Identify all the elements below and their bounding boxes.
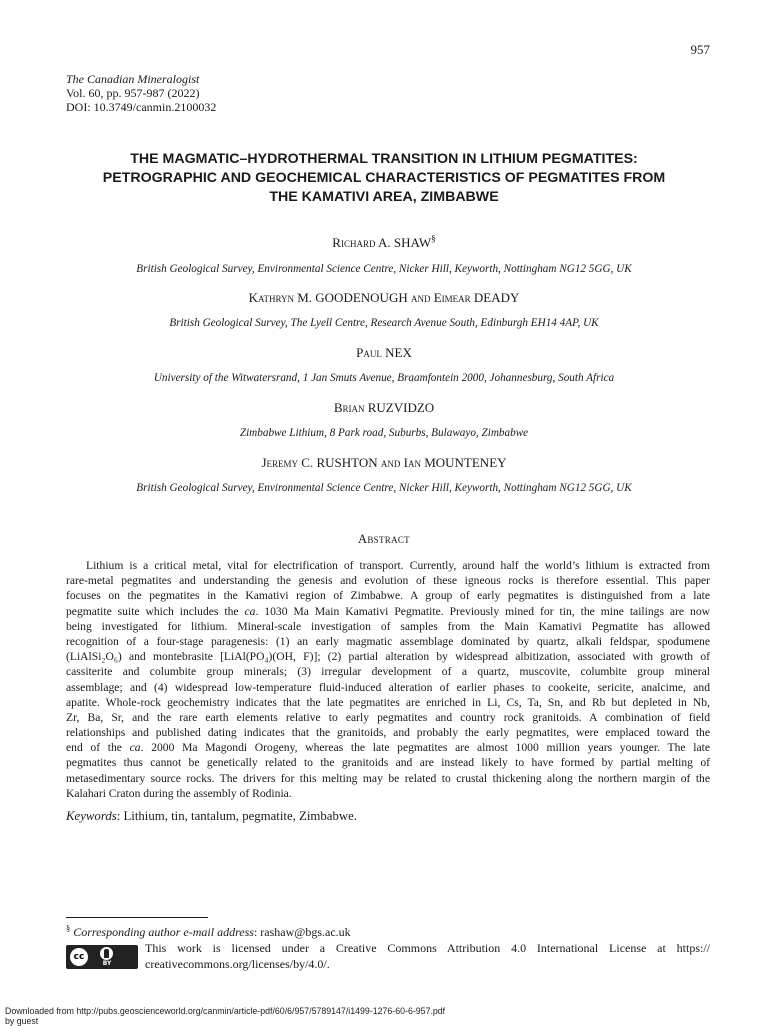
abstract-line: apatite. Whole-rock geochemistry indicates that the late pegmatites are enriched in Li, Cs, Ta, Sn, and Rb but depleted in Nb, — [66, 695, 710, 709]
keywords — [66, 809, 357, 824]
abstract-line: relationships and published dating indicates that the granitoids, and probably the early pegmatites, were emplaced toward the — [66, 726, 710, 740]
author-first-name: Brian — [333, 400, 365, 415]
author-affiliation: British Geological Survey, Environmental Science Centre, Nicker Hill, Keyworth, Nottingham NG12 5GG, UK — [136, 263, 632, 275]
journal-volume: Vol. 60, pp. 957-987 (2022) — [66, 86, 200, 100]
footnote-label: Corresponding author e-mail address — [73, 925, 254, 939]
abstract-line: Lithium is a critical metal, vital for electrification of transport. Currently, around half the world’s lithium is extracted from — [86, 559, 710, 572]
page-number: 957 — [690, 42, 710, 57]
author-last-name: NEX — [385, 345, 412, 360]
author-affiliation: Zimbabwe Lithium, 8 Park road, Suburbs, Bulawayo, Zimbabwe — [239, 427, 529, 439]
abstract-line: (LiAlSi₂O₆) and montebrasite [LiAl(PO₄)(OH, F)]; (2) partial alteration by widespread albitization, associated with growth of — [66, 650, 710, 664]
abstract-heading: Abstract — [358, 532, 410, 546]
license-text — [145, 941, 710, 972]
download-guest: by guest — [5, 1016, 39, 1026]
author-line — [0, 235, 768, 251]
abstract-body — [66, 558, 710, 801]
title-line: THE KAMATIVI AREA, ZIMBABWE — [269, 189, 499, 205]
abstract-line: pegmatites thus cannot be genetically related to the granitoids and are instead likely to have formed by partial melting of — [66, 756, 710, 770]
license-line: This work is licensed under a Creative Commons Attribution 4.0 International License at https:// — [145, 941, 710, 955]
abstract-line: metasedimentary source rocks. The drivers for this melting may be related to crustal thickening along the northern margin of the — [66, 771, 710, 785]
journal-doi: DOI: 10.3749/canmin.2100032 — [66, 100, 217, 114]
author-conjunction: and — [407, 290, 434, 305]
author-affiliation: University of the Witwatersrand, 1 Jan Smuts Avenue, Braamfontein 2000, Johannesburg, South Africa — [153, 372, 615, 384]
author-last-name: RUSHTON — [316, 455, 378, 470]
attribution-person-icon — [100, 947, 113, 960]
footnote — [66, 925, 351, 940]
abstract-line: assemblage; and (4) widespread low-temperature fluid-induced alteration of earlier phases to cookeite, sericite, analcime, and — [66, 680, 710, 694]
footnote-email: : rashaw@bgs.ac.uk — [253, 925, 351, 939]
author-conjunction: and — [377, 455, 404, 470]
download-notice — [5, 1006, 445, 1026]
author-line — [0, 290, 768, 306]
author-line — [0, 345, 768, 361]
journal-name: The Canadian Mineralogist — [66, 72, 200, 86]
abstract-line: rare-metal pegmatites and understanding the genesis and evolution of these igneous rocks is therefore essential. This paper — [66, 574, 710, 588]
abstract-line: Zr, Ba, Sr, and the rare earth elements relative to early pegmatites and country rock granitoids. A combination of field — [66, 710, 710, 724]
author-last-name: GOODENOUGH — [315, 290, 408, 305]
footnote-rule — [66, 917, 208, 918]
abstract-line: recognition of a four-stage paragenesis: (1) an early magmatic assemblage dominated by quartz, alkali feldspar, spodumene — [66, 634, 710, 648]
author-first-name: Ian — [403, 455, 421, 470]
author-last-name: SHAW — [393, 235, 432, 250]
author-line — [0, 455, 768, 471]
author-last-name: RUZVIDZO — [367, 400, 435, 415]
author-first-name: Kathryn — [248, 290, 294, 305]
author-initial: A. — [375, 235, 394, 250]
abstract-line: Kalahari Craton during the assembly of Rodinia. — [66, 786, 292, 800]
keywords-label: Keywords — [66, 809, 117, 823]
author-first-name: Eimear — [433, 290, 471, 305]
abstract-line: end of the ca. 2000 Ma Magondi Orogeny, whereas the late pegmatites are almost 1000 million years younger. The late — [66, 741, 710, 755]
abstract-line: being investigated for lithium. Mineral-scale investigation of samples from the Main Kamativi Pegmatite has allowed — [66, 619, 710, 633]
author-last-name: MOUNTENEY — [424, 455, 507, 470]
title-line: THE MAGMATIC–HYDROTHERMAL TRANSITION IN LITHIUM PEGMATITES: — [130, 151, 638, 167]
license-line: creativecommons.org/licenses/by/4.0/. — [145, 956, 330, 971]
footnote-mark: § — [66, 924, 71, 933]
cc-license-badge — [66, 945, 138, 969]
journal-header — [66, 72, 216, 114]
corresponding-mark: § — [431, 233, 436, 244]
title-line: PETROGRAPHIC AND GEOCHEMICAL CHARACTERISTICS OF PEGMATITES FROM — [102, 170, 666, 186]
abstract-line: cassiterite and columbite group minerals; (3) irregular development of a quartz, muscovite, columbite group mineral — [66, 665, 710, 679]
keywords-text: : Lithium, tin, tantalum, pegmatite, Zimbabwe. — [116, 809, 357, 823]
author-affiliation: British Geological Survey, Environmental Science Centre, Nicker Hill, Keyworth, Nottingham NG12 5GG, UK — [136, 482, 632, 494]
author-first-name: Jeremy — [261, 455, 299, 470]
author-affiliation: British Geological Survey, The Lyell Centre, Research Avenue South, Edinburgh EH14 4AP, UK — [169, 317, 599, 329]
by-label: BY — [102, 960, 112, 967]
abstract-line: focuses on the pegmatites in the Kamativi region of Zimbabwe. A group of early pegmatites is distinguished from a late — [66, 589, 710, 603]
author-line — [0, 400, 768, 416]
cc-icon: cc — [70, 948, 88, 966]
abstract-line: pegmatite suite which includes the ca. 1030 Ma Main Kamativi Pegmatite. Previously mined for tin, the mine tailings are now — [66, 604, 710, 618]
author-initial: C. — [298, 455, 317, 470]
author-initial: M. — [293, 290, 316, 305]
author-first-name: Paul — [356, 345, 382, 360]
author-last-name: DEADY — [473, 290, 520, 305]
author-first-name: Richard — [332, 235, 376, 250]
download-url: Downloaded from http://pubs.geoscienceworld.org/canmin/article-pdf/60/6/957/5789147/i1499-1276-60-6-957.pdf — [5, 1006, 446, 1016]
paper-title — [60, 150, 708, 207]
